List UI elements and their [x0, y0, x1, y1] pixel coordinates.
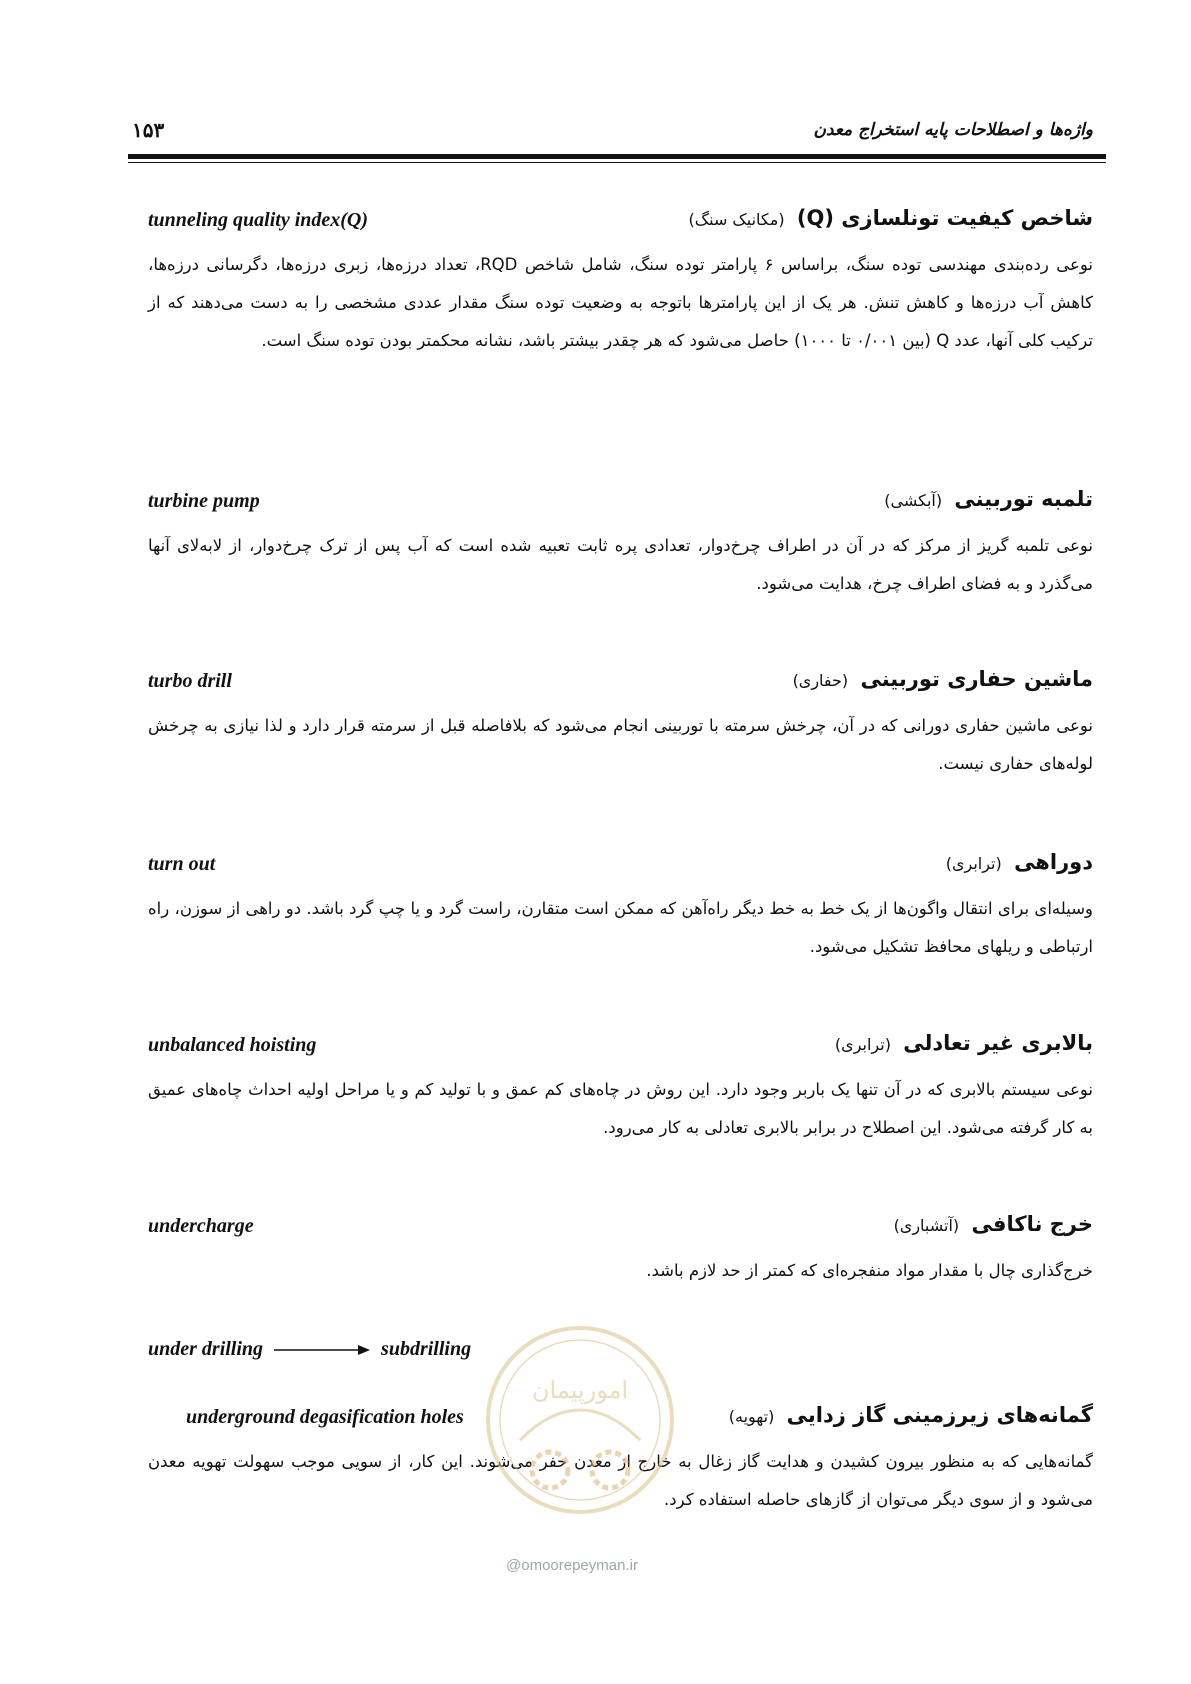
definition-text: نوعی تلمبه گریز از مرکز که در آن در اطراف چرخ‌دوار، تعدادی پره ثابت تعبیه شده است که آب پس از ترک چرخ‌دوار، از لابه‌لای آنها می‌گذرد و به فضای اطراف چرخ، هدایت می‌شود. [148, 536, 1093, 593]
persian-term-text: ماشین حفاری توربینی [860, 667, 1093, 691]
subject-field: (مکانیک سنگ) [688, 210, 785, 229]
persian-term-text: خرج ناکافی [971, 1212, 1093, 1236]
definition-text: نوعی سیستم بالابری که در آن تنها یک باربر وجود دارد. این روش در چاه‌های کم عمق و با تولید کم و یا مراحل اولیه احداث چاه‌های عمیق به کار گرفته می‌شود. این اصطلاح در برابر بالابری تعادلی به کار می‌رود. [148, 1080, 1093, 1137]
glossary-entry [148, 1031, 1093, 1147]
header-rule [128, 154, 1106, 159]
subject-field: (آبکشی) [884, 491, 943, 510]
definition-text: وسیله‌ای برای انتقال واگون‌ها از یک خط به خط دیگر راه‌آهن که ممکن است متقارن، راست گرد و یا چپ گرد باشد. دو راهی از سوزن، راه ارتباطی و ریلهای محافظ تشکیل می‌شود. [148, 899, 1093, 956]
glossary-entry [148, 667, 1093, 783]
persian-term [835, 1031, 1093, 1055]
arrow-right-icon [274, 1344, 370, 1356]
definition-text: خرج‌گذاری چال با مقدار مواد منفجره‌ای که کمتر از حد لازم باشد. [646, 1261, 1093, 1280]
english-term: turbo drill [148, 670, 232, 692]
persian-term-text: شاخص کیفیت تونلسازی (Q) [796, 206, 1093, 230]
subject-field: (تهویه) [728, 1407, 775, 1426]
glossary-entry [148, 487, 1093, 603]
glossary-entry [148, 1212, 1093, 1290]
watermark-logo [480, 1320, 680, 1520]
definition-text: گمانه‌هایی که به منظور بیرون کشیدن و هدایت گاز زغال به خارج از معدن حفر می‌شوند. این کار، از سویی موجب سهولت تهویه معدن می‌شود و از سوی دیگر می‌توان از گازهای حاصله استفاده کرد. [148, 1452, 1093, 1509]
persian-term [946, 850, 1093, 874]
xref-target-term: subdrilling [381, 1338, 472, 1360]
definition-text: نوعی رده‌بندی مهندسی توده سنگ، براساس ۶ پارامتر توده سنگ، شامل شاخص RQD، تعداد درزه‌ها، زبری درزه‌ها، دگرسانی درزه‌ها، کاهش آب درزه‌ها و کاهش تنش. هر یک از این پارامترها باتوجه به وضعیت توده سنگ مقدار عددی مشخصی را به دست می‌دهند که از ترکیب کلی آنها، عدد Q (بین ۰/۰۰۱ تا ۱۰۰۰) حاصل می‌شود که هر چقدر بیشتر باشد، نشانه محکمتر بودن توده سنگ است. [148, 255, 1093, 350]
xref-source-term: under drilling [148, 1338, 264, 1360]
header-rule-thin [128, 162, 1106, 163]
persian-term [884, 487, 1093, 511]
watermark-url: @omoorepeyman.ir [506, 1557, 638, 1574]
english-term: turbine pump [148, 490, 260, 512]
definition-text: نوعی ماشین حفاری دورانی که در آن، چرخش سرمته با توربینی انجام می‌شود که بلافاصله قبل از سرمته قرار دارد و لذا نیازی به چرخش لوله‌های حفاری نیست. [148, 716, 1093, 773]
english-term: tunneling quality index(Q) [148, 209, 369, 231]
persian-term-text: دوراهی [1014, 850, 1093, 874]
page-number: ۱۵۳ [132, 118, 165, 142]
subject-field: (آتشباری) [893, 1216, 960, 1235]
persian-term [689, 206, 1093, 230]
cross-reference [148, 1338, 471, 1361]
watermark-logo-text: امورپیمان [531, 1376, 629, 1404]
english-term: turn out [148, 853, 216, 875]
running-title: واژه‌ها و اصطلاحات پایه استخراج معدن [813, 120, 1093, 140]
persian-term-text: تلمبه توربینی [954, 487, 1093, 511]
subject-field: (حفاری) [792, 671, 849, 690]
persian-term [894, 1212, 1093, 1236]
persian-term-text: بالابری غیر تعادلی [903, 1031, 1093, 1055]
persian-term [793, 667, 1093, 691]
english-term: undercharge [148, 1215, 254, 1237]
subject-field: (ترابری) [945, 854, 1002, 873]
subject-field: (ترابری) [834, 1035, 891, 1054]
persian-term-text: گمانه‌های زیرزمینی گاز زدایی [786, 1403, 1093, 1427]
persian-term [729, 1403, 1093, 1427]
english-term: underground degasification holes [186, 1406, 464, 1428]
glossary-entry [148, 850, 1093, 966]
glossary-entry [148, 206, 1093, 360]
english-term: unbalanced hoisting [148, 1034, 317, 1056]
